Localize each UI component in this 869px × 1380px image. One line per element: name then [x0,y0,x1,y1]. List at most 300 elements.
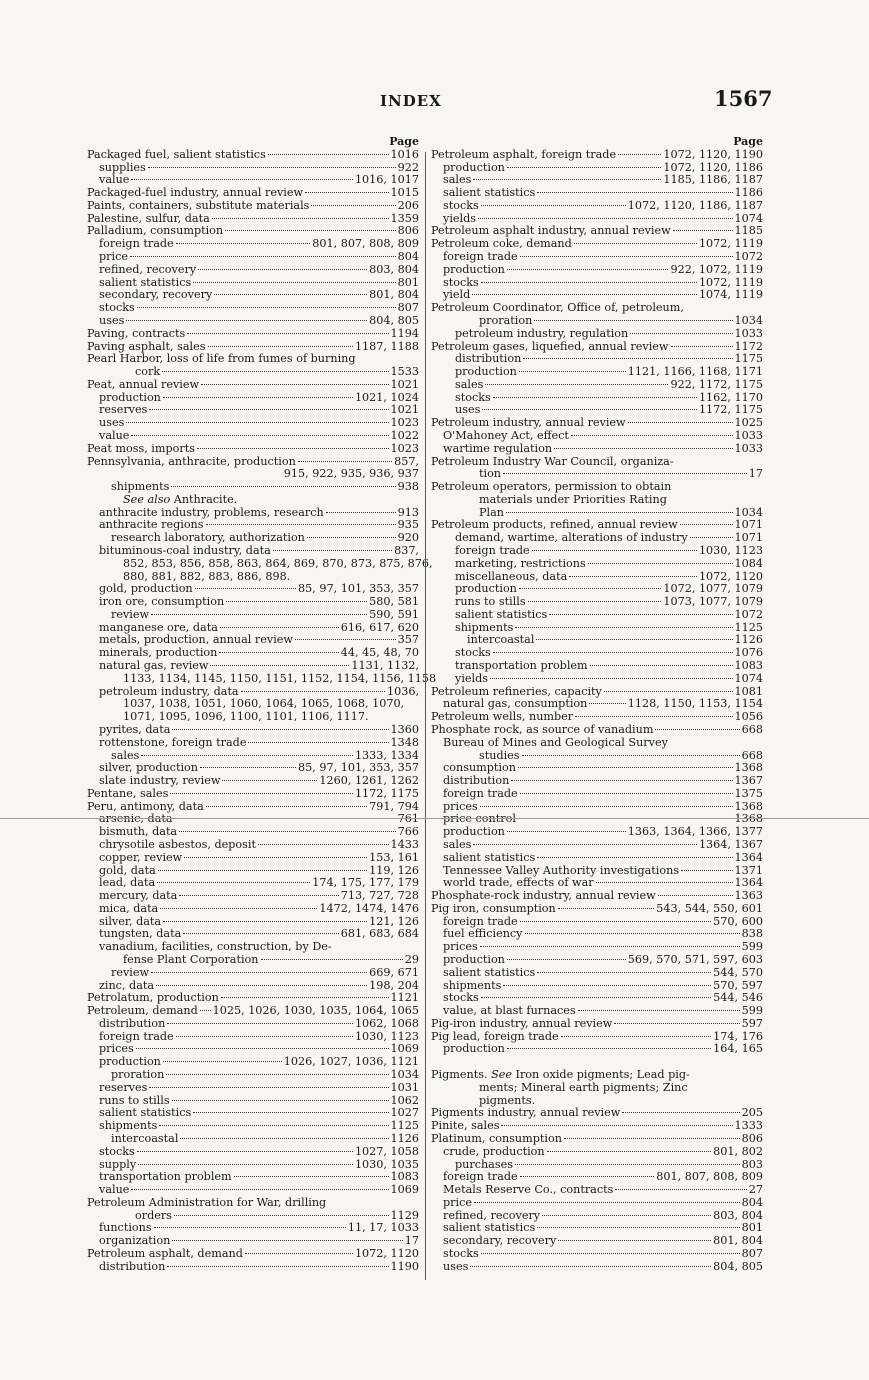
index-term: Paving, contracts [87,326,186,340]
dot-leader [522,755,740,756]
index-continuation: 880, 881, 882, 883, 886, 898. [123,569,291,583]
index-term: runs to stills [99,1093,170,1107]
page-reference: 1368 [734,812,763,826]
index-term: sales [443,837,472,851]
index-continuation: ments; Mineral earth pigments; Zinc [479,1080,688,1094]
dot-leader [519,371,626,372]
dot-leader [493,397,697,398]
dot-leader [149,1087,388,1088]
dot-leader [148,167,396,168]
index-term: Peat, annual review [87,377,200,391]
index-term: foreign trade [99,237,174,251]
page-reference: 1026, 1027, 1036, 1121 [283,1055,419,1069]
page-reference: 1083 [734,659,763,673]
page-reference: 669, 671 [369,965,419,979]
dot-leader [503,473,747,474]
index-term: value [99,173,130,187]
index-term: marketing, restrictions [455,556,586,570]
dot-leader [511,780,732,781]
dot-leader [167,1266,388,1267]
dot-leader [222,780,317,781]
page-reference: 1033 [734,428,763,442]
index-term: Pig lead, foreign trade [431,1029,559,1043]
index-term: foreign trade [455,544,530,557]
dot-leader [503,985,711,986]
page-reference: 85, 97, 101, 353, 357 [298,761,419,775]
index-entry [431,673,763,686]
dot-leader [622,1112,739,1113]
index-entry [87,417,419,430]
dot-leader [273,550,392,551]
index-term: price control [443,812,516,826]
dot-leader [515,1164,740,1165]
index-term: sales [443,173,472,187]
index-term: distribution [443,774,510,788]
page-reference: 1121 [390,991,419,1005]
page-reference: 1162, 1170 [698,390,763,404]
dot-leader [137,307,396,308]
index-term: shipments [99,1119,158,1133]
index-term: anthracite regions [99,518,204,532]
index-term: shipments [111,480,170,494]
page-reference: 1021 [390,403,419,417]
dot-leader [241,691,385,692]
dot-leader [571,435,733,436]
dot-leader [474,1202,740,1203]
index-term: stocks [443,198,479,212]
index-term: production [99,390,161,404]
dot-leader [176,243,311,244]
page-reference: 597 [741,1016,763,1030]
index-term: sales [111,748,140,762]
page-reference: 1027 [390,1106,419,1120]
index-term: review [111,607,150,621]
dot-leader [507,167,661,168]
dot-leader [221,997,389,998]
dot-leader [245,1253,353,1254]
page-reference: 668 [741,722,763,736]
page-reference: 44, 45, 48, 70 [340,646,419,660]
index-term: secondary, recovery [99,288,213,302]
index-entry [431,149,763,162]
index-term: production [455,582,517,596]
dot-leader [671,346,733,347]
index-term: uses [99,313,125,327]
index-term: Pennsylvania, anthracite, production [87,454,296,468]
index-term: Petroleum asphalt industry, annual review [431,224,671,238]
index-term: petroleum industry, regulation [455,326,629,340]
dot-leader [208,346,353,347]
dot-leader [547,1151,712,1152]
index-term: gold, production [99,582,193,596]
index-entry [431,890,763,903]
index-entry [431,443,763,456]
page-reference: 1073, 1077, 1079 [663,595,763,609]
index-term: stocks [455,390,491,404]
page-reference: 857, [394,454,419,468]
index-entry [87,238,419,251]
index-entry [431,545,763,558]
dot-leader [575,716,732,717]
dot-leader [162,371,388,372]
page-reference: 1172, 1175 [698,403,763,417]
page-reference: 1072, 1120, 1186, 1187 [627,198,763,212]
index-entry [87,264,419,277]
dot-leader [163,921,367,922]
page-reference: 1076 [734,646,763,660]
index-term: stocks [443,1246,479,1260]
dot-leader [156,985,367,986]
index-term: organization [99,1234,171,1248]
dot-leader [588,563,733,564]
dot-leader [130,256,396,257]
index-entry [431,1043,763,1056]
dot-leader [193,1112,388,1113]
dot-leader [561,1036,712,1037]
page-reference: 1083 [390,1170,419,1184]
dot-leader [507,831,626,832]
index-term: copper, review [99,850,183,864]
page-reference: 544, 546 [713,991,763,1005]
index-entry [87,1184,419,1197]
dot-leader [630,333,732,334]
dot-leader [195,588,296,589]
dot-leader [536,639,732,640]
index-term: salient statistics [99,1106,192,1120]
index-term: zinc, data [99,978,155,992]
page-reference: 121, 126 [369,914,419,928]
index-term: Petroleum wells, number [431,710,574,724]
index-entry [87,328,419,341]
index-entry [87,903,419,916]
page-reference: 1025, 1026, 1030, 1035, 1064, 1065 [212,1004,419,1018]
index-entry [87,890,419,903]
index-term: sales [455,377,484,391]
page-reference: 174, 176 [713,1029,763,1043]
index-continuation: Bureau of Mines and Geological Survey [443,735,668,749]
index-entry [431,366,763,379]
page-reference: 29 [404,953,419,966]
index-term: foreign trade [443,914,518,928]
index-entry [87,443,419,456]
page-reference: 1433 [390,837,419,851]
index-entry [87,737,419,750]
cross-reference-marker: See also [123,492,171,506]
scan-artifact-line [0,818,869,819]
index-term: arsenic, data [99,812,173,826]
index-term: bituminous-coal industry, data [99,544,271,557]
page-reference: 1363, 1364, 1366, 1377 [627,825,763,839]
index-term: transportation problem [99,1170,232,1184]
dot-leader [200,767,296,768]
index-term: foreign trade [443,786,518,800]
index-entry [87,149,419,162]
index-term: slate industry, review [99,774,221,788]
dot-leader [200,1010,211,1011]
index-term: salient statistics [443,186,536,200]
index-continuation: 1037, 1038, 1051, 1060, 1064, 1065, 1068, 1070, [123,697,405,711]
dot-leader [481,282,697,283]
index-term: Pinite, sales [431,1119,500,1133]
page-reference: 1031 [390,1080,419,1094]
page-reference: 1368 [734,799,763,813]
dot-leader [485,384,668,385]
index-entry [87,954,419,967]
page-reference: 806 [397,224,419,238]
page-reference: 1125 [734,620,763,634]
index-term: prices [443,940,478,954]
page-reference: 920 [397,531,419,545]
page-reference: 801 [397,275,419,289]
page-reference: 1071 [734,531,763,545]
index-term: production [443,825,505,839]
page-reference: 570, 597 [713,978,763,992]
page-reference: 913 [397,505,419,519]
index-term: proration [479,313,533,327]
dot-leader [655,729,739,730]
index-term: production [443,262,505,276]
index-term: Tennessee Valley Authority investigations [443,863,680,877]
page-reference: 1121, 1166, 1168, 1171 [627,365,763,379]
dot-leader [171,486,395,487]
page-reference: 1125 [390,1119,419,1133]
page-reference: 27 [748,1183,763,1197]
index-term: price [443,1195,472,1209]
index-term: secondary, recovery [443,1234,557,1248]
index-term: Packaged-fuel industry, annual review [87,186,304,200]
index-entry [431,1197,763,1210]
dot-leader [220,627,339,628]
page-reference: 1056 [734,710,763,724]
page-reference: 1071 [734,518,763,532]
dot-leader [564,1138,740,1139]
column-heading-page: Page [733,135,763,148]
page-reference: 569, 570, 571, 597, 603 [627,953,763,966]
index-continuation: Petroleum Coordinator, Office of, petroleum, [431,301,684,315]
page-reference: 1069 [390,1183,419,1197]
page-reference: 1015 [390,186,419,200]
index-entry [87,609,419,622]
index-term: distribution [99,1016,166,1030]
page-reference: 357 [397,633,419,647]
page-reference: 1333 [734,1119,763,1133]
dot-leader [507,1048,711,1049]
page-reference: 599 [741,940,763,954]
index-entry [87,1146,419,1159]
index-continuation: 1133, 1134, 1145, 1150, 1151, 1152, 1154, 1156, 1158 [123,671,437,685]
page-reference: 1081 [734,684,763,698]
index-entry [87,1261,419,1274]
dot-leader [515,627,732,628]
index-entry [431,1235,763,1248]
index-term: yields [455,671,488,685]
index-entry [431,839,763,852]
page-reference: 1363 [734,889,763,903]
index-term: fuel efficiency [443,927,523,941]
dot-leader [507,959,626,960]
index-entry [87,1069,419,1082]
dot-leader [506,512,733,513]
index-entry [87,251,419,264]
page-reference: 838 [741,927,763,941]
dot-leader [172,1240,402,1241]
page-reference: 1072, 1120, 1186 [663,160,763,174]
page-title: INDEX [380,92,442,110]
page-reference: 761 [397,812,419,826]
dot-leader [126,320,367,321]
dot-leader [225,230,396,231]
dot-leader [295,639,396,640]
index-term: production [443,160,505,174]
page-reference: 198, 204 [369,978,419,992]
dot-leader [258,844,389,845]
dot-leader [131,179,353,180]
index-entry [431,430,763,443]
dot-leader [658,895,733,896]
page-reference: 1022 [390,428,419,442]
index-term: runs to stills [455,595,526,609]
index-entry [431,788,763,801]
index-entry [431,724,763,737]
index-term: stocks [443,275,479,289]
index-term: Petroleum gases, liquefied, annual review [431,339,669,353]
dot-leader [136,1048,389,1049]
index-entry [87,1018,419,1031]
dot-leader [628,422,733,423]
page-reference: 1126 [734,633,763,647]
index-term: foreign trade [99,1029,174,1043]
page-reference: 1072, 1120 [354,1246,419,1260]
dot-leader [534,320,732,321]
index-term: Paints, containers, substitute materials [87,198,310,212]
index-term: Petroleum asphalt, foreign trade [431,147,617,161]
index-term: shipments [443,978,502,992]
index-term: rottenstone, foreign trade [99,735,247,749]
dot-leader [305,192,388,193]
index-term: manganese ore, data [99,620,218,634]
dot-leader [519,588,661,589]
page-reference: 1194 [390,326,419,340]
dot-leader [131,435,388,436]
index-term: Petroleum, demand [87,1004,198,1018]
index-entry [431,328,763,341]
index-term: orders [135,1208,172,1222]
index-continuation: materials under Priorities Rating [479,492,667,506]
dot-leader [473,844,697,845]
index-term: uses [99,416,125,430]
dot-leader [206,806,367,807]
index-term: Pig-iron industry, annual review [431,1016,613,1030]
index-term: distribution [455,352,522,366]
page-reference: 804, 805 [369,313,419,327]
index-term: shipments [455,620,514,634]
index-term: price [99,250,128,264]
dot-leader [172,729,388,730]
index-entry [431,1018,763,1031]
dot-leader [212,218,389,219]
index-term: Peat moss, imports [87,441,195,455]
page-reference: 1371 [734,863,763,877]
index-term: value [99,1183,130,1197]
index-term: Petroleum industry, annual review [431,416,626,430]
index-term: Platinum, consumption [431,1131,562,1145]
index-term: salient statistics [443,850,536,864]
page-reference: 580, 581 [369,595,419,609]
index-term: Petroleum products, refined, annual review [431,518,678,532]
index-term: supplies [99,160,146,174]
index-term: bismuth, data [99,825,178,839]
index-term: salient statistics [455,607,548,621]
index-term: production [99,1055,161,1069]
page-reference: 119, 126 [369,863,419,877]
page-reference: 681, 683, 684 [340,927,419,941]
index-term: foreign trade [443,1170,518,1184]
page-reference: 1027, 1058 [354,1144,419,1158]
dot-leader [618,154,661,155]
page-reference: 1190 [390,1259,419,1273]
dot-leader [176,1036,353,1037]
page-reference: 85, 97, 101, 353, 357 [298,582,419,596]
dot-leader [528,601,662,602]
page-reference: 205 [741,1106,763,1120]
index-term: fense Plant Corporation [123,953,259,966]
page-reference: 801, 807, 808, 809 [656,1170,763,1184]
index-entry [431,200,763,213]
index-term: O'Mahoney Act, effect [443,428,569,442]
page-reference: 1333, 1334 [354,748,419,762]
dot-leader [520,256,733,257]
page-reference: 1348 [390,735,419,749]
dot-leader [596,882,733,883]
index-term: pyrites, data [99,722,171,736]
dot-leader [558,908,654,909]
index-term: stocks [99,301,135,315]
dot-leader [151,614,367,615]
index-term: tion [479,467,502,481]
index-term: Phosphate rock, as source of vanadium [431,722,654,736]
index-term: world trade, effects of war [443,876,594,890]
index-continuation: Petroleum Industry War Council, organiza- [431,454,674,468]
page-reference: 801, 807, 808, 809 [312,237,419,251]
index-entry [431,775,763,788]
index-entry [431,852,763,865]
index-term: salient statistics [99,275,192,289]
page-reference: 1021 [390,377,419,391]
index-entry [87,315,419,328]
index-term: distribution [99,1259,166,1273]
dot-leader [574,243,697,244]
index-entry [87,852,419,865]
index-entry [87,1082,419,1095]
dot-leader [537,972,711,973]
page-reference: 1030, 1035 [354,1157,419,1171]
dot-leader [501,1125,732,1126]
index-term: iron ore, consumption [99,595,225,609]
dot-leader [482,409,697,410]
page-reference: 935 [397,518,419,532]
index-entry [431,660,763,673]
page-reference: 1185, 1186, 1187 [663,173,763,187]
index-term: salient statistics [443,1221,536,1235]
index-term: natural gas, consumption [443,697,588,711]
index-continuation: Pigments. See Iron oxide pigments; Lead pig- [431,1068,690,1082]
index-term: wartime regulation [443,441,553,455]
page-reference: 1368 [734,761,763,775]
dot-leader [160,908,317,909]
index-entry [87,200,419,213]
dot-leader [180,1138,388,1139]
dot-leader [138,1164,353,1165]
